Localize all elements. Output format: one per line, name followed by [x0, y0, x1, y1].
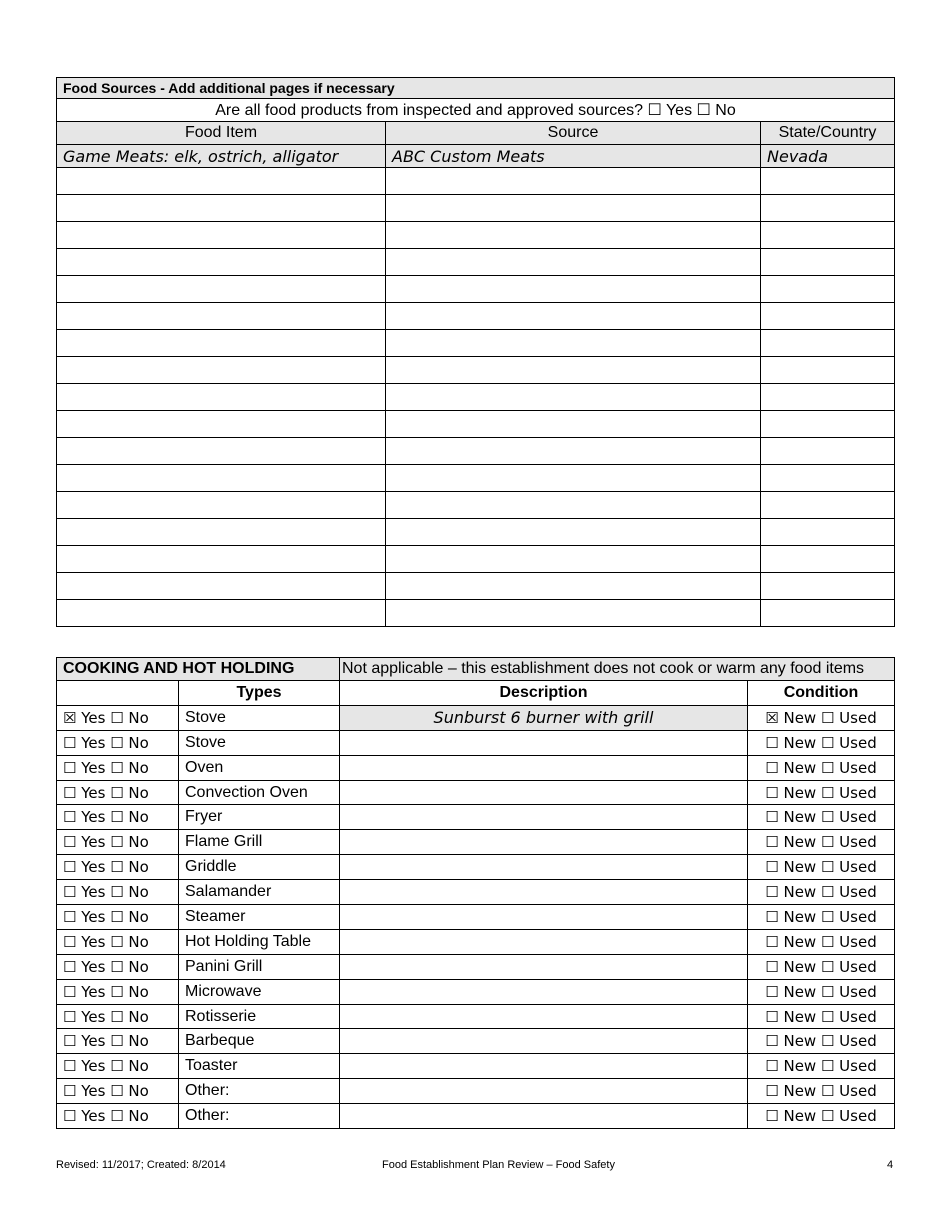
- yes-no-checkboxes[interactable]: ☐ Yes ☐ No: [57, 880, 179, 905]
- table-row: [57, 755, 895, 780]
- food-item-cell[interactable]: [57, 546, 386, 573]
- source-cell[interactable]: [386, 384, 761, 411]
- state-country-cell[interactable]: [761, 330, 895, 357]
- state-country-cell[interactable]: [761, 519, 895, 546]
- equipment-description[interactable]: [340, 730, 748, 755]
- yes-no-checkboxes[interactable]: ☒ Yes ☐ No: [57, 705, 179, 730]
- condition-checkboxes[interactable]: ☐ New ☐ Used: [748, 880, 895, 905]
- yes-no-checkboxes[interactable]: ☐ Yes ☐ No: [57, 1054, 179, 1079]
- state-country-cell[interactable]: [761, 222, 895, 249]
- equipment-description[interactable]: [340, 755, 748, 780]
- table-row: [57, 357, 895, 384]
- equipment-type[interactable]: Salamander: [179, 880, 340, 905]
- table-row: [57, 954, 895, 979]
- condition-checkboxes[interactable]: ☐ New ☐ Used: [748, 1104, 895, 1129]
- table-row: [57, 855, 895, 880]
- table-row: [57, 573, 895, 600]
- source-cell[interactable]: [386, 573, 761, 600]
- food-item-cell[interactable]: [57, 168, 386, 195]
- condition-checkboxes[interactable]: ☐ New ☐ Used: [748, 954, 895, 979]
- source-cell[interactable]: ABC Custom Meats: [386, 145, 761, 168]
- equipment-description[interactable]: [340, 830, 748, 855]
- food-item-cell[interactable]: [57, 330, 386, 357]
- food-item-cell[interactable]: [57, 411, 386, 438]
- state-country-cell[interactable]: [761, 465, 895, 492]
- source-cell[interactable]: [386, 168, 761, 195]
- yes-no-checkboxes[interactable]: ☐ Yes ☐ No: [57, 830, 179, 855]
- state-country-cell[interactable]: [761, 600, 895, 627]
- equipment-type[interactable]: Convection Oven: [179, 780, 340, 805]
- table-row: [57, 492, 895, 519]
- equipment-description[interactable]: [340, 1079, 748, 1104]
- table-row: [57, 1029, 895, 1054]
- yes-no-checkboxes[interactable]: ☐ Yes ☐ No: [57, 929, 179, 954]
- table-row: [57, 330, 895, 357]
- food-item-cell[interactable]: [57, 438, 386, 465]
- source-cell[interactable]: [386, 519, 761, 546]
- table-row: [57, 546, 895, 573]
- table-row: [57, 1079, 895, 1104]
- state-country-cell[interactable]: [761, 276, 895, 303]
- equipment-description[interactable]: [340, 780, 748, 805]
- state-country-cell[interactable]: Nevada: [761, 145, 895, 168]
- yes-no-checkboxes[interactable]: ☐ Yes ☐ No: [57, 755, 179, 780]
- table-row: [57, 411, 895, 438]
- food-item-cell[interactable]: [57, 600, 386, 627]
- equipment-type[interactable]: Griddle: [179, 855, 340, 880]
- condition-checkboxes[interactable]: ☐ New ☐ Used: [748, 855, 895, 880]
- table-row: [57, 979, 895, 1004]
- source-cell[interactable]: [386, 465, 761, 492]
- state-country-cell[interactable]: [761, 546, 895, 573]
- food-item-cell[interactable]: [57, 357, 386, 384]
- cooking-hot-holding-table: [56, 657, 895, 1129]
- header-state-country: State/Country: [761, 122, 895, 145]
- condition-checkboxes[interactable]: ☐ New ☐ Used: [748, 830, 895, 855]
- footer-revised: Revised: 11/2017; Created: 8/2014: [56, 1159, 226, 1171]
- condition-checkboxes[interactable]: ☐ New ☐ Used: [748, 805, 895, 830]
- approved-sources-question[interactable]: Are all food products from inspected and approved sources? ☐ Yes ☐ No: [57, 99, 895, 122]
- source-cell[interactable]: [386, 357, 761, 384]
- yes-no-checkboxes[interactable]: ☐ Yes ☐ No: [57, 1079, 179, 1104]
- table-row: [57, 195, 895, 222]
- table-row: [57, 168, 895, 195]
- table-row: [57, 1054, 895, 1079]
- header-types: Types: [179, 681, 340, 706]
- table-row: [57, 905, 895, 930]
- state-country-cell[interactable]: [761, 303, 895, 330]
- yes-no-checkboxes[interactable]: ☐ Yes ☐ No: [57, 855, 179, 880]
- food-item-cell[interactable]: [57, 573, 386, 600]
- table-row: [57, 276, 895, 303]
- food-item-cell[interactable]: [57, 195, 386, 222]
- table-row: [57, 830, 895, 855]
- equipment-description[interactable]: Sunburst 6 burner with grill: [340, 705, 748, 730]
- condition-checkboxes[interactable]: ☐ New ☐ Used: [748, 1004, 895, 1029]
- food-item-cell[interactable]: [57, 222, 386, 249]
- yes-no-checkboxes[interactable]: ☐ Yes ☐ No: [57, 954, 179, 979]
- equipment-type[interactable]: Rotisserie: [179, 1004, 340, 1029]
- table-row: [57, 1004, 895, 1029]
- food-sources-table: [56, 77, 895, 627]
- condition-checkboxes[interactable]: ☐ New ☐ Used: [748, 905, 895, 930]
- source-cell[interactable]: [386, 222, 761, 249]
- header-food-item: Food Item: [57, 122, 386, 145]
- state-country-cell[interactable]: [761, 384, 895, 411]
- source-cell[interactable]: [386, 600, 761, 627]
- source-cell[interactable]: [386, 438, 761, 465]
- condition-checkboxes[interactable]: ☐ New ☐ Used: [748, 780, 895, 805]
- equipment-description[interactable]: [340, 905, 748, 930]
- table-row: [57, 222, 895, 249]
- equipment-description[interactable]: [340, 979, 748, 1004]
- condition-checkboxes[interactable]: ☐ New ☐ Used: [748, 755, 895, 780]
- source-cell[interactable]: [386, 411, 761, 438]
- source-cell[interactable]: [386, 330, 761, 357]
- table-row: [57, 145, 895, 168]
- condition-checkboxes[interactable]: ☐ New ☐ Used: [748, 730, 895, 755]
- table-row: [57, 1104, 895, 1129]
- yes-no-checkboxes[interactable]: ☐ Yes ☐ No: [57, 1104, 179, 1129]
- equipment-type[interactable]: Hot Holding Table: [179, 929, 340, 954]
- equipment-type[interactable]: Microwave: [179, 979, 340, 1004]
- yes-no-checkboxes[interactable]: ☐ Yes ☐ No: [57, 905, 179, 930]
- state-country-cell[interactable]: [761, 573, 895, 600]
- yes-no-checkboxes[interactable]: ☐ Yes ☐ No: [57, 1004, 179, 1029]
- footer-title: Food Establishment Plan Review – Food Safety: [382, 1159, 615, 1171]
- equipment-type[interactable]: Flame Grill: [179, 830, 340, 855]
- food-item-cell[interactable]: [57, 492, 386, 519]
- equipment-description[interactable]: [340, 880, 748, 905]
- yes-no-checkboxes[interactable]: ☐ Yes ☐ No: [57, 780, 179, 805]
- header-source: Source: [386, 122, 761, 145]
- state-country-cell[interactable]: [761, 195, 895, 222]
- source-cell[interactable]: [386, 303, 761, 330]
- state-country-cell[interactable]: [761, 438, 895, 465]
- source-cell[interactable]: [386, 276, 761, 303]
- not-applicable-label: Not applicable – this establishment does not cook or warm any food items: [342, 660, 865, 677]
- table-row: [57, 805, 895, 830]
- table-row: [57, 929, 895, 954]
- table-row: [57, 384, 895, 411]
- table-row: [57, 880, 895, 905]
- equipment-description[interactable]: [340, 1104, 748, 1129]
- source-cell[interactable]: [386, 546, 761, 573]
- table-row: [57, 600, 895, 627]
- food-item-cell[interactable]: [57, 465, 386, 492]
- state-country-cell[interactable]: [761, 249, 895, 276]
- equipment-type[interactable]: Barbeque: [179, 1029, 340, 1054]
- state-country-cell[interactable]: [761, 492, 895, 519]
- equipment-type[interactable]: Stove: [179, 705, 340, 730]
- condition-checkboxes[interactable]: ☐ New ☐ Used: [748, 1079, 895, 1104]
- condition-checkboxes[interactable]: ☒ New ☐ Used: [748, 705, 895, 730]
- cooking-title: COOKING AND HOT HOLDING: [57, 658, 340, 681]
- equipment-type[interactable]: Other:: [179, 1079, 340, 1104]
- yes-no-checkboxes[interactable]: ☐ Yes ☐ No: [57, 730, 179, 755]
- equipment-description[interactable]: [340, 1054, 748, 1079]
- equipment-type[interactable]: Other:: [179, 1104, 340, 1129]
- food-sources-title: Food Sources - Add additional pages if necessary: [57, 78, 895, 99]
- table-row: [57, 730, 895, 755]
- table-row: [57, 780, 895, 805]
- header-condition: Condition: [748, 681, 895, 706]
- table-row: [57, 705, 895, 730]
- equipment-description[interactable]: [340, 805, 748, 830]
- equipment-type[interactable]: Fryer: [179, 805, 340, 830]
- header-yes-no: [57, 681, 179, 706]
- table-row: [57, 465, 895, 492]
- source-cell[interactable]: [386, 492, 761, 519]
- equipment-description[interactable]: [340, 1029, 748, 1054]
- table-row: [57, 438, 895, 465]
- table-row: [57, 303, 895, 330]
- state-country-cell[interactable]: [761, 411, 895, 438]
- food-item-cell[interactable]: [57, 519, 386, 546]
- equipment-description[interactable]: [340, 929, 748, 954]
- food-item-cell[interactable]: [57, 303, 386, 330]
- equipment-description[interactable]: [340, 855, 748, 880]
- condition-checkboxes[interactable]: ☐ New ☐ Used: [748, 929, 895, 954]
- food-item-cell[interactable]: [57, 276, 386, 303]
- equipment-type[interactable]: Stove: [179, 730, 340, 755]
- yes-no-checkboxes[interactable]: ☐ Yes ☐ No: [57, 1029, 179, 1054]
- header-description: Description: [340, 681, 748, 706]
- equipment-description[interactable]: [340, 954, 748, 979]
- state-country-cell[interactable]: [761, 168, 895, 195]
- equipment-description[interactable]: [340, 1004, 748, 1029]
- food-item-cell[interactable]: [57, 384, 386, 411]
- food-item-cell[interactable]: Game Meats: elk, ostrich, alligator: [57, 145, 386, 168]
- source-cell[interactable]: [386, 249, 761, 276]
- yes-no-checkboxes[interactable]: ☐ Yes ☐ No: [57, 805, 179, 830]
- table-row: [57, 249, 895, 276]
- food-item-cell[interactable]: [57, 249, 386, 276]
- condition-checkboxes[interactable]: ☐ New ☐ Used: [748, 1054, 895, 1079]
- source-cell[interactable]: [386, 195, 761, 222]
- table-row: [57, 519, 895, 546]
- state-country-cell[interactable]: [761, 357, 895, 384]
- equipment-type[interactable]: Steamer: [179, 905, 340, 930]
- yes-no-checkboxes[interactable]: ☐ Yes ☐ No: [57, 979, 179, 1004]
- equipment-type[interactable]: Oven: [179, 755, 340, 780]
- condition-checkboxes[interactable]: ☐ New ☐ Used: [748, 1029, 895, 1054]
- page-number: 4: [887, 1159, 894, 1171]
- condition-checkboxes[interactable]: ☐ New ☐ Used: [748, 979, 895, 1004]
- equipment-type[interactable]: Toaster: [179, 1054, 340, 1079]
- equipment-type[interactable]: Panini Grill: [179, 954, 340, 979]
